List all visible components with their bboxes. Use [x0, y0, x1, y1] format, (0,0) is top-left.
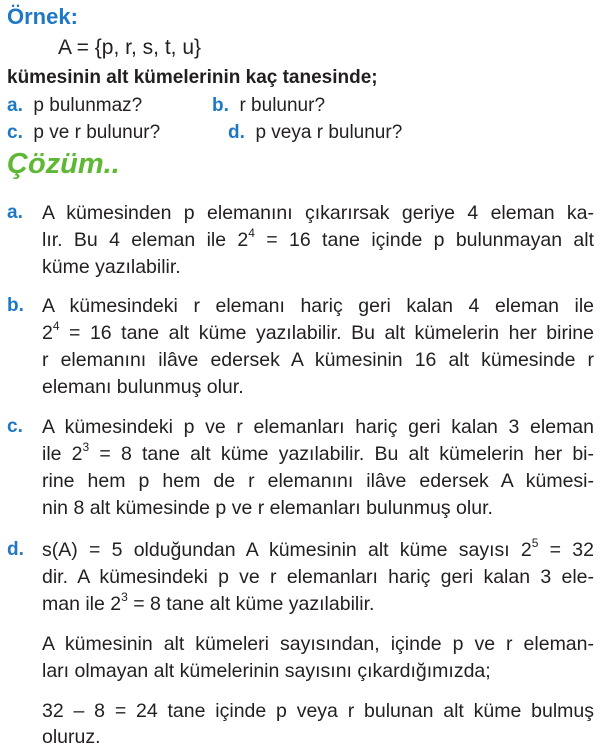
part-d-para2-line-2: ları olmayan alt kümelerinin sayısını çıkardığımızda;: [42, 660, 491, 682]
part-b-line-2-pre: 2: [42, 322, 53, 344]
option-b: [212, 95, 325, 117]
part-a-line-3: küme yazılabilir.: [42, 256, 181, 278]
part-b-line-2: [42, 320, 594, 346]
part-d-line-2: dir. A kümesindeki p ve r elemanları hariç geri kalan 3 ele-: [42, 566, 594, 588]
part-d-line-1-pre: s(A) = 5 olduğundan A kümesinin alt küme sayısı 2: [42, 539, 532, 561]
solution-heading: Çözüm..: [7, 148, 120, 180]
part-d-line-3: [42, 591, 594, 617]
part-a-line-2-pre: lır. Bu 4 eleman ile 2: [42, 229, 249, 251]
part-c-line-3: rine hem p hem de r elemanını ilâve edersek A kümesi-: [42, 470, 594, 492]
part-c-label: c.: [7, 416, 23, 437]
part-a-exponent: 4: [248, 226, 255, 240]
part-d-line-3-post: = 8 tane alt küme yazılabilir.: [127, 593, 375, 615]
part-b-label: b.: [7, 295, 24, 316]
option-a-text: p bulunmaz?: [33, 95, 143, 116]
option-c-text: p ve r bulunur?: [33, 122, 161, 143]
part-a-line-2-post: = 16 tane içinde p bulunmayan alt: [254, 229, 594, 251]
set-definition: A = {p, r, s, t, u}: [58, 36, 202, 59]
part-a-line-1: A kümesinden p elemanını çıkarırsak geriye 4 eleman ka-: [42, 202, 594, 224]
part-d-line-1: [42, 537, 594, 563]
part-b-line-2-post: = 16 tane alt küme yazılabilir. Bu alt kümelerin her birine: [59, 322, 594, 344]
option-b-label: b.: [212, 95, 229, 116]
part-c-line-4: nin 8 alt kümesinde p ve r elemanları bulunmuş olur.: [42, 497, 493, 519]
example-heading: Örnek:: [7, 4, 78, 29]
part-d-label: d.: [7, 539, 24, 560]
part-c-line-1: A kümesindeki p ve r elemanları hariç geri kalan 3 eleman: [42, 416, 594, 438]
part-d-line-3-pre: man ile 2: [42, 593, 122, 615]
option-a: [7, 95, 142, 117]
part-d-exponent-1: 5: [531, 536, 539, 550]
part-a-line-2: [42, 227, 594, 253]
part-b-line-3: r elemanını ilâve edersek A kümesinin 16 alt kümesinde r: [42, 349, 594, 371]
part-c-line-2: [42, 441, 594, 467]
part-b-exponent: 4: [52, 319, 60, 333]
part-d-para3-line-2: oluruz.: [42, 726, 101, 748]
part-b-line-4: elemanı bulunmuş olur.: [42, 376, 244, 398]
option-d-text: p veya r bulunur?: [255, 122, 403, 143]
part-c-line-2-post: = 8 tane alt küme yazılabilir. Bu alt kümelerin her bi-: [89, 443, 594, 465]
part-d-line-1-post: = 32: [538, 539, 594, 561]
part-a-label: a.: [7, 202, 23, 223]
option-d-label: d.: [228, 122, 245, 143]
part-d-exponent-2: 3: [121, 590, 128, 604]
part-c-line-2-pre: ile 2: [42, 443, 83, 465]
option-c: [7, 122, 160, 144]
part-d-para2-line-1: A kümesinin alt kümeleri sayısından, içinde p ve r eleman-: [42, 633, 594, 655]
question-text: kümesinin alt kümelerinin kaç tanesinde;: [7, 67, 378, 88]
option-d: [228, 122, 402, 144]
part-c-exponent: 3: [82, 440, 90, 454]
option-b-text: r bulunur?: [239, 95, 326, 116]
option-c-label: c.: [7, 122, 23, 143]
option-a-label: a.: [7, 95, 23, 116]
part-b-line-1: A kümesindeki r elemanı hariç geri kalan 4 eleman ile: [42, 295, 594, 317]
part-d-para3-line-1: 32 – 8 = 24 tane içinde p veya r bulunan alt küme bulmuş: [42, 700, 594, 722]
